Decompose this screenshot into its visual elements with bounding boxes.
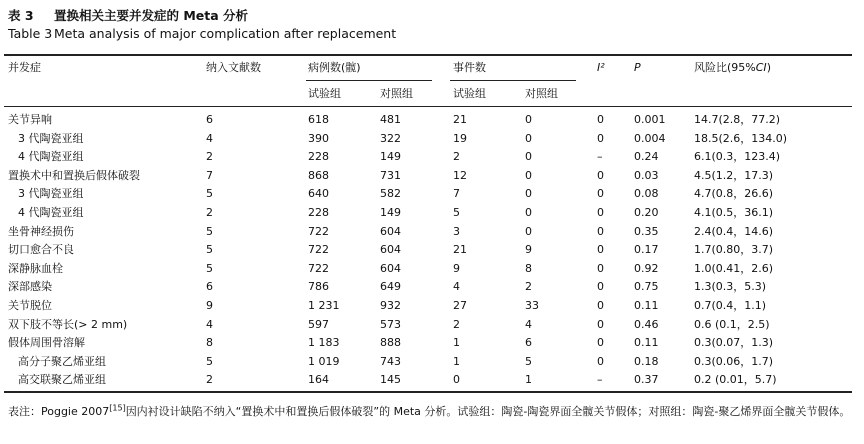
cell-events-control: 4 bbox=[525, 317, 532, 331]
cell-complication: 坐骨神经损伤 bbox=[8, 224, 74, 238]
cell-studies: 5 bbox=[206, 187, 213, 201]
cell-cases-trial: 640 bbox=[308, 187, 329, 201]
cell-complication: 关节异响 bbox=[8, 113, 52, 126]
cell-cases-control: 582 bbox=[380, 187, 401, 201]
cell-i2: 0 bbox=[597, 187, 604, 201]
cell-p: 0.35 bbox=[634, 224, 659, 238]
cell-studies: 7 bbox=[206, 168, 213, 182]
cell-cases-trial: 228 bbox=[308, 206, 329, 219]
cell-p: 0.20 bbox=[634, 206, 659, 219]
cell-cases-control: 649 bbox=[380, 280, 401, 294]
cell-cases-control: 481 bbox=[380, 113, 401, 126]
cell-cases-control: 743 bbox=[380, 354, 401, 368]
cell-events-trial: 2 bbox=[453, 317, 460, 331]
cell-studies: 4 bbox=[206, 131, 213, 145]
header-p: P bbox=[634, 61, 641, 74]
cell-cases-trial: 164 bbox=[308, 373, 329, 387]
cell-complication: 高交联聚乙烯亚组 bbox=[18, 373, 106, 387]
cell-p: 0.11 bbox=[634, 336, 659, 350]
cell-events-trial: 3 bbox=[453, 224, 460, 238]
cell-i2: – bbox=[597, 150, 603, 164]
cell-cases-control: 932 bbox=[380, 299, 401, 312]
cell-studies: 5 bbox=[206, 354, 213, 368]
cell-studies: 6 bbox=[206, 280, 213, 294]
cell-cases-trial: 390 bbox=[308, 131, 329, 145]
cell-events-trial: 2 bbox=[453, 150, 460, 164]
cell-events-trial: 1 bbox=[453, 354, 460, 368]
cell-risk-ratio: 0.3(0.07，1.3) bbox=[694, 336, 774, 350]
cell-events-control: 0 bbox=[525, 224, 532, 238]
cell-p: 0.46 bbox=[634, 317, 659, 331]
cell-cases-trial: 786 bbox=[308, 280, 329, 294]
cell-complication: 4 代陶瓷亚组 bbox=[18, 150, 84, 164]
cell-p: 0.37 bbox=[634, 373, 659, 387]
cell-events-trial: 9 bbox=[453, 261, 460, 275]
cell-i2: 0 bbox=[597, 261, 604, 275]
cell-studies: 9 bbox=[206, 299, 213, 312]
cell-complication: 3 代陶瓷亚组 bbox=[18, 187, 84, 201]
cell-complication: 3 代陶瓷亚组 bbox=[18, 131, 84, 145]
cell-p: 0.03 bbox=[634, 168, 659, 182]
cell-i2: 0 bbox=[597, 317, 604, 331]
cell-complication: 双下肢不等长(> 2 mm) bbox=[8, 317, 128, 331]
cell-events-control: 0 bbox=[525, 168, 532, 182]
cell-studies: 5 bbox=[206, 261, 213, 275]
cell-events-control: 2 bbox=[525, 280, 532, 294]
header-cases: 病例数(髋) bbox=[308, 61, 361, 74]
cell-cases-control: 573 bbox=[380, 317, 401, 331]
cell-i2: 0 bbox=[597, 243, 604, 257]
cell-cases-trial: 618 bbox=[308, 113, 329, 126]
cell-studies: 2 bbox=[206, 206, 213, 219]
cell-events-control: 5 bbox=[525, 354, 532, 368]
cell-i2: – bbox=[597, 373, 603, 387]
cell-events-trial: 21 bbox=[453, 113, 467, 126]
cell-complication: 深静脉血栓 bbox=[8, 261, 63, 275]
cell-p: 0.004 bbox=[634, 131, 666, 145]
cell-cases-control: 322 bbox=[380, 131, 401, 145]
cell-studies: 5 bbox=[206, 224, 213, 238]
cell-risk-ratio: 14.7(2.8，77.2) bbox=[694, 113, 781, 126]
cell-cases-trial: 722 bbox=[308, 261, 329, 275]
cell-cases-trial: 597 bbox=[308, 317, 329, 331]
cell-risk-ratio: 2.4(0.4，14.6) bbox=[694, 224, 774, 238]
cell-events-trial: 7 bbox=[453, 187, 460, 201]
cell-risk-ratio: 1.7(0.80，3.7) bbox=[694, 243, 774, 257]
cell-risk-ratio: 0.6 (0.1，2.5) bbox=[694, 317, 770, 331]
cell-studies: 4 bbox=[206, 317, 213, 331]
cell-i2: 0 bbox=[597, 354, 604, 368]
cell-p: 0.75 bbox=[634, 280, 659, 294]
cell-p: 0.92 bbox=[634, 261, 659, 275]
cell-complication: 4 代陶瓷亚组 bbox=[18, 206, 84, 219]
cell-complication: 深部感染 bbox=[8, 280, 52, 294]
table-title-cn: 表 3 置换相关主要并发症的 Meta 分析 bbox=[8, 8, 249, 23]
cell-cases-control: 149 bbox=[380, 150, 401, 164]
header-risk-ratio: 风险比(95%CI) bbox=[694, 61, 771, 74]
cell-events-control: 0 bbox=[525, 150, 532, 164]
cell-events-trial: 1 bbox=[453, 336, 460, 350]
table-title-en: Table 3 Meta analysis of major complication after replacement bbox=[8, 26, 397, 41]
header-complication: 并发症 bbox=[8, 61, 41, 74]
cell-cases-control: 145 bbox=[380, 373, 401, 387]
cell-events-control: 8 bbox=[525, 261, 532, 275]
cell-i2: 0 bbox=[597, 224, 604, 238]
cell-cases-trial: 228 bbox=[308, 150, 329, 164]
cell-cases-control: 604 bbox=[380, 224, 401, 238]
cell-studies: 8 bbox=[206, 336, 213, 350]
cell-events-trial: 12 bbox=[453, 168, 467, 182]
cell-cases-trial: 1 183 bbox=[308, 336, 340, 350]
cell-risk-ratio: 4.5(1.2，17.3) bbox=[694, 168, 774, 182]
cases-span-rule bbox=[306, 80, 432, 81]
cell-complication: 置换术中和置换后假体破裂 bbox=[8, 168, 140, 182]
cell-risk-ratio: 4.7(0.8，26.6) bbox=[694, 187, 774, 201]
cell-events-control: 1 bbox=[525, 373, 532, 387]
cell-risk-ratio: 6.1(0.3，123.4) bbox=[694, 150, 781, 164]
cell-risk-ratio: 4.1(0.5，36.1) bbox=[694, 206, 774, 219]
table-bottom-rule bbox=[4, 391, 852, 393]
cell-events-trial: 4 bbox=[453, 280, 460, 294]
header-cases-trial: 试验组 bbox=[308, 87, 341, 100]
cell-i2: 0 bbox=[597, 280, 604, 294]
cell-p: 0.17 bbox=[634, 243, 659, 257]
cell-risk-ratio: 0.7(0.4，1.1) bbox=[694, 299, 767, 312]
cell-complication: 切口愈合不良 bbox=[8, 243, 74, 257]
header-i2: I² bbox=[597, 61, 605, 74]
cell-p: 0.24 bbox=[634, 150, 659, 164]
cell-risk-ratio: 18.5(2.6，134.0) bbox=[694, 131, 788, 145]
cell-studies: 2 bbox=[206, 150, 213, 164]
header-events-control: 对照组 bbox=[525, 87, 558, 100]
cell-events-control: 0 bbox=[525, 113, 532, 126]
cell-risk-ratio: 0.2 (0.01，5.7) bbox=[694, 373, 777, 387]
cell-studies: 6 bbox=[206, 113, 213, 126]
cell-events-trial: 19 bbox=[453, 131, 467, 145]
cell-i2: 0 bbox=[597, 336, 604, 350]
cell-i2: 0 bbox=[597, 299, 604, 312]
cell-events-trial: 0 bbox=[453, 373, 460, 387]
header-bottom-rule bbox=[4, 106, 852, 107]
cell-cases-control: 604 bbox=[380, 261, 401, 275]
cell-cases-control: 888 bbox=[380, 336, 401, 350]
cell-i2: 0 bbox=[597, 206, 604, 219]
cell-cases-control: 149 bbox=[380, 206, 401, 219]
cell-cases-trial: 868 bbox=[308, 168, 329, 182]
events-span-rule bbox=[450, 80, 576, 81]
cell-studies: 2 bbox=[206, 373, 213, 387]
cell-p: 0.11 bbox=[634, 299, 659, 312]
cell-events-control: 6 bbox=[525, 336, 532, 350]
cell-complication: 关节脱位 bbox=[8, 299, 52, 312]
cell-cases-trial: 1 019 bbox=[308, 354, 340, 368]
cell-events-trial: 5 bbox=[453, 206, 460, 219]
header-events: 事件数 bbox=[453, 61, 486, 74]
cell-events-control: 0 bbox=[525, 187, 532, 201]
cell-studies: 5 bbox=[206, 243, 213, 257]
cell-events-control: 0 bbox=[525, 131, 532, 145]
cell-cases-trial: 1 231 bbox=[308, 299, 340, 312]
cell-events-trial: 21 bbox=[453, 243, 467, 257]
cell-complication: 假体周围骨溶解 bbox=[8, 336, 85, 350]
cell-events-control: 9 bbox=[525, 243, 532, 257]
cell-events-trial: 27 bbox=[453, 299, 467, 312]
cell-p: 0.18 bbox=[634, 354, 659, 368]
cell-risk-ratio: 1.3(0.3，5.3) bbox=[694, 280, 767, 294]
table-footnote: 表注：Poggie 2007[15]因内衬设计缺陷不纳入“置换术中和置换后假体破裂”的 Meta 分析。试验组：陶瓷-陶瓷界面全髋关节假体；对照组：陶瓷-聚乙烯界面全髋关节假体。 bbox=[8, 403, 851, 418]
table-top-rule bbox=[4, 54, 852, 56]
cell-events-control: 33 bbox=[525, 299, 539, 312]
cell-events-control: 0 bbox=[525, 206, 532, 219]
cell-i2: 0 bbox=[597, 131, 604, 145]
cell-cases-control: 604 bbox=[380, 243, 401, 257]
cell-complication: 高分子聚乙烯亚组 bbox=[18, 354, 106, 368]
cell-cases-control: 731 bbox=[380, 168, 401, 182]
cell-risk-ratio: 1.0(0.41，2.6) bbox=[694, 261, 774, 275]
header-studies: 纳入文献数 bbox=[206, 61, 261, 74]
cell-i2: 0 bbox=[597, 113, 604, 126]
cell-p: 0.08 bbox=[634, 187, 659, 201]
cell-p: 0.001 bbox=[634, 113, 666, 126]
cell-cases-trial: 722 bbox=[308, 224, 329, 238]
header-cases-control: 对照组 bbox=[380, 87, 413, 100]
cell-cases-trial: 722 bbox=[308, 243, 329, 257]
cell-i2: 0 bbox=[597, 168, 604, 182]
cell-risk-ratio: 0.3(0.06，1.7) bbox=[694, 354, 774, 368]
header-events-trial: 试验组 bbox=[453, 87, 486, 100]
